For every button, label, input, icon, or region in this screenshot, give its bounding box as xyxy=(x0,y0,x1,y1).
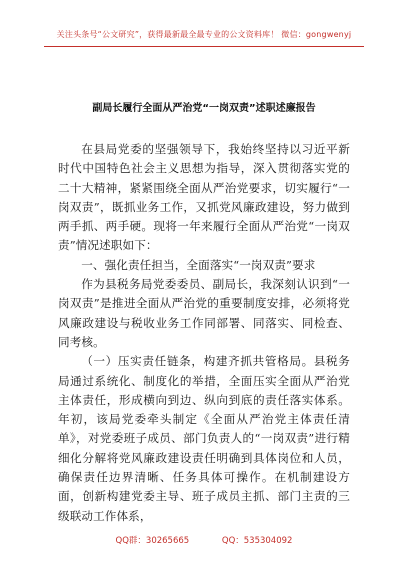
header-banner: 关注头条号“公文研究”，获得最新最全最专业的公文资料库！ 微信：gongwenyj xyxy=(56,30,352,39)
section-heading: 一、强化责任担当，全面落实“一岗双责”要求 xyxy=(81,257,316,272)
document-title: 副局长履行全面从严治党“一岗双责”述职述廉报告 xyxy=(92,103,316,114)
footer-qq: QQ：535304092 xyxy=(221,536,293,546)
footer-qq-group: QQ群：30265665 xyxy=(115,536,190,546)
document-body xyxy=(58,140,350,526)
body-paragraph: 作为县税务局党委委员、副局长，我深刻认识到“一岗双责”是推进全面从严治党的重要制度安排，必须将党风廉政建设与税收业务工作同部署、同落实、同检查、同考核。 xyxy=(58,277,350,349)
intro-paragraph: 在县局党委的坚强领导下，我始终坚持以习近平新时代中国特色社会主义思想为指导，深入贯彻落实党的二十大精神，紧紧围绕全面从严治党要求，切实履行“一岗双责”，既抓业务工作，又抓党风廉政建设，努力做到两手抓、两手硬。现将一年来履行全面从严治党“一岗双责”情况述职如下： xyxy=(58,142,350,253)
header-divider xyxy=(44,46,364,47)
body-paragraph: （一）压实责任链条，构建齐抓共管格局。县税务局通过系统化、制度化的举措，全面压实全面从严治党主体责任，形成横向到边、纵向到底的责任落实体系。年初，该局党委牵头制定《全面从严治党主体责任清单》，对党委班子成员、部门负责人的“一岗双责”进行精细化分解将党风廉政建设责任明确到具体岗位和人员，确保责任边界清晰、任务具体可操作。在机制建设方面，创新构建党委主导、班子成员主抓、部门主责的三级联动工作体系， xyxy=(58,354,350,523)
footer-contact xyxy=(0,534,408,546)
